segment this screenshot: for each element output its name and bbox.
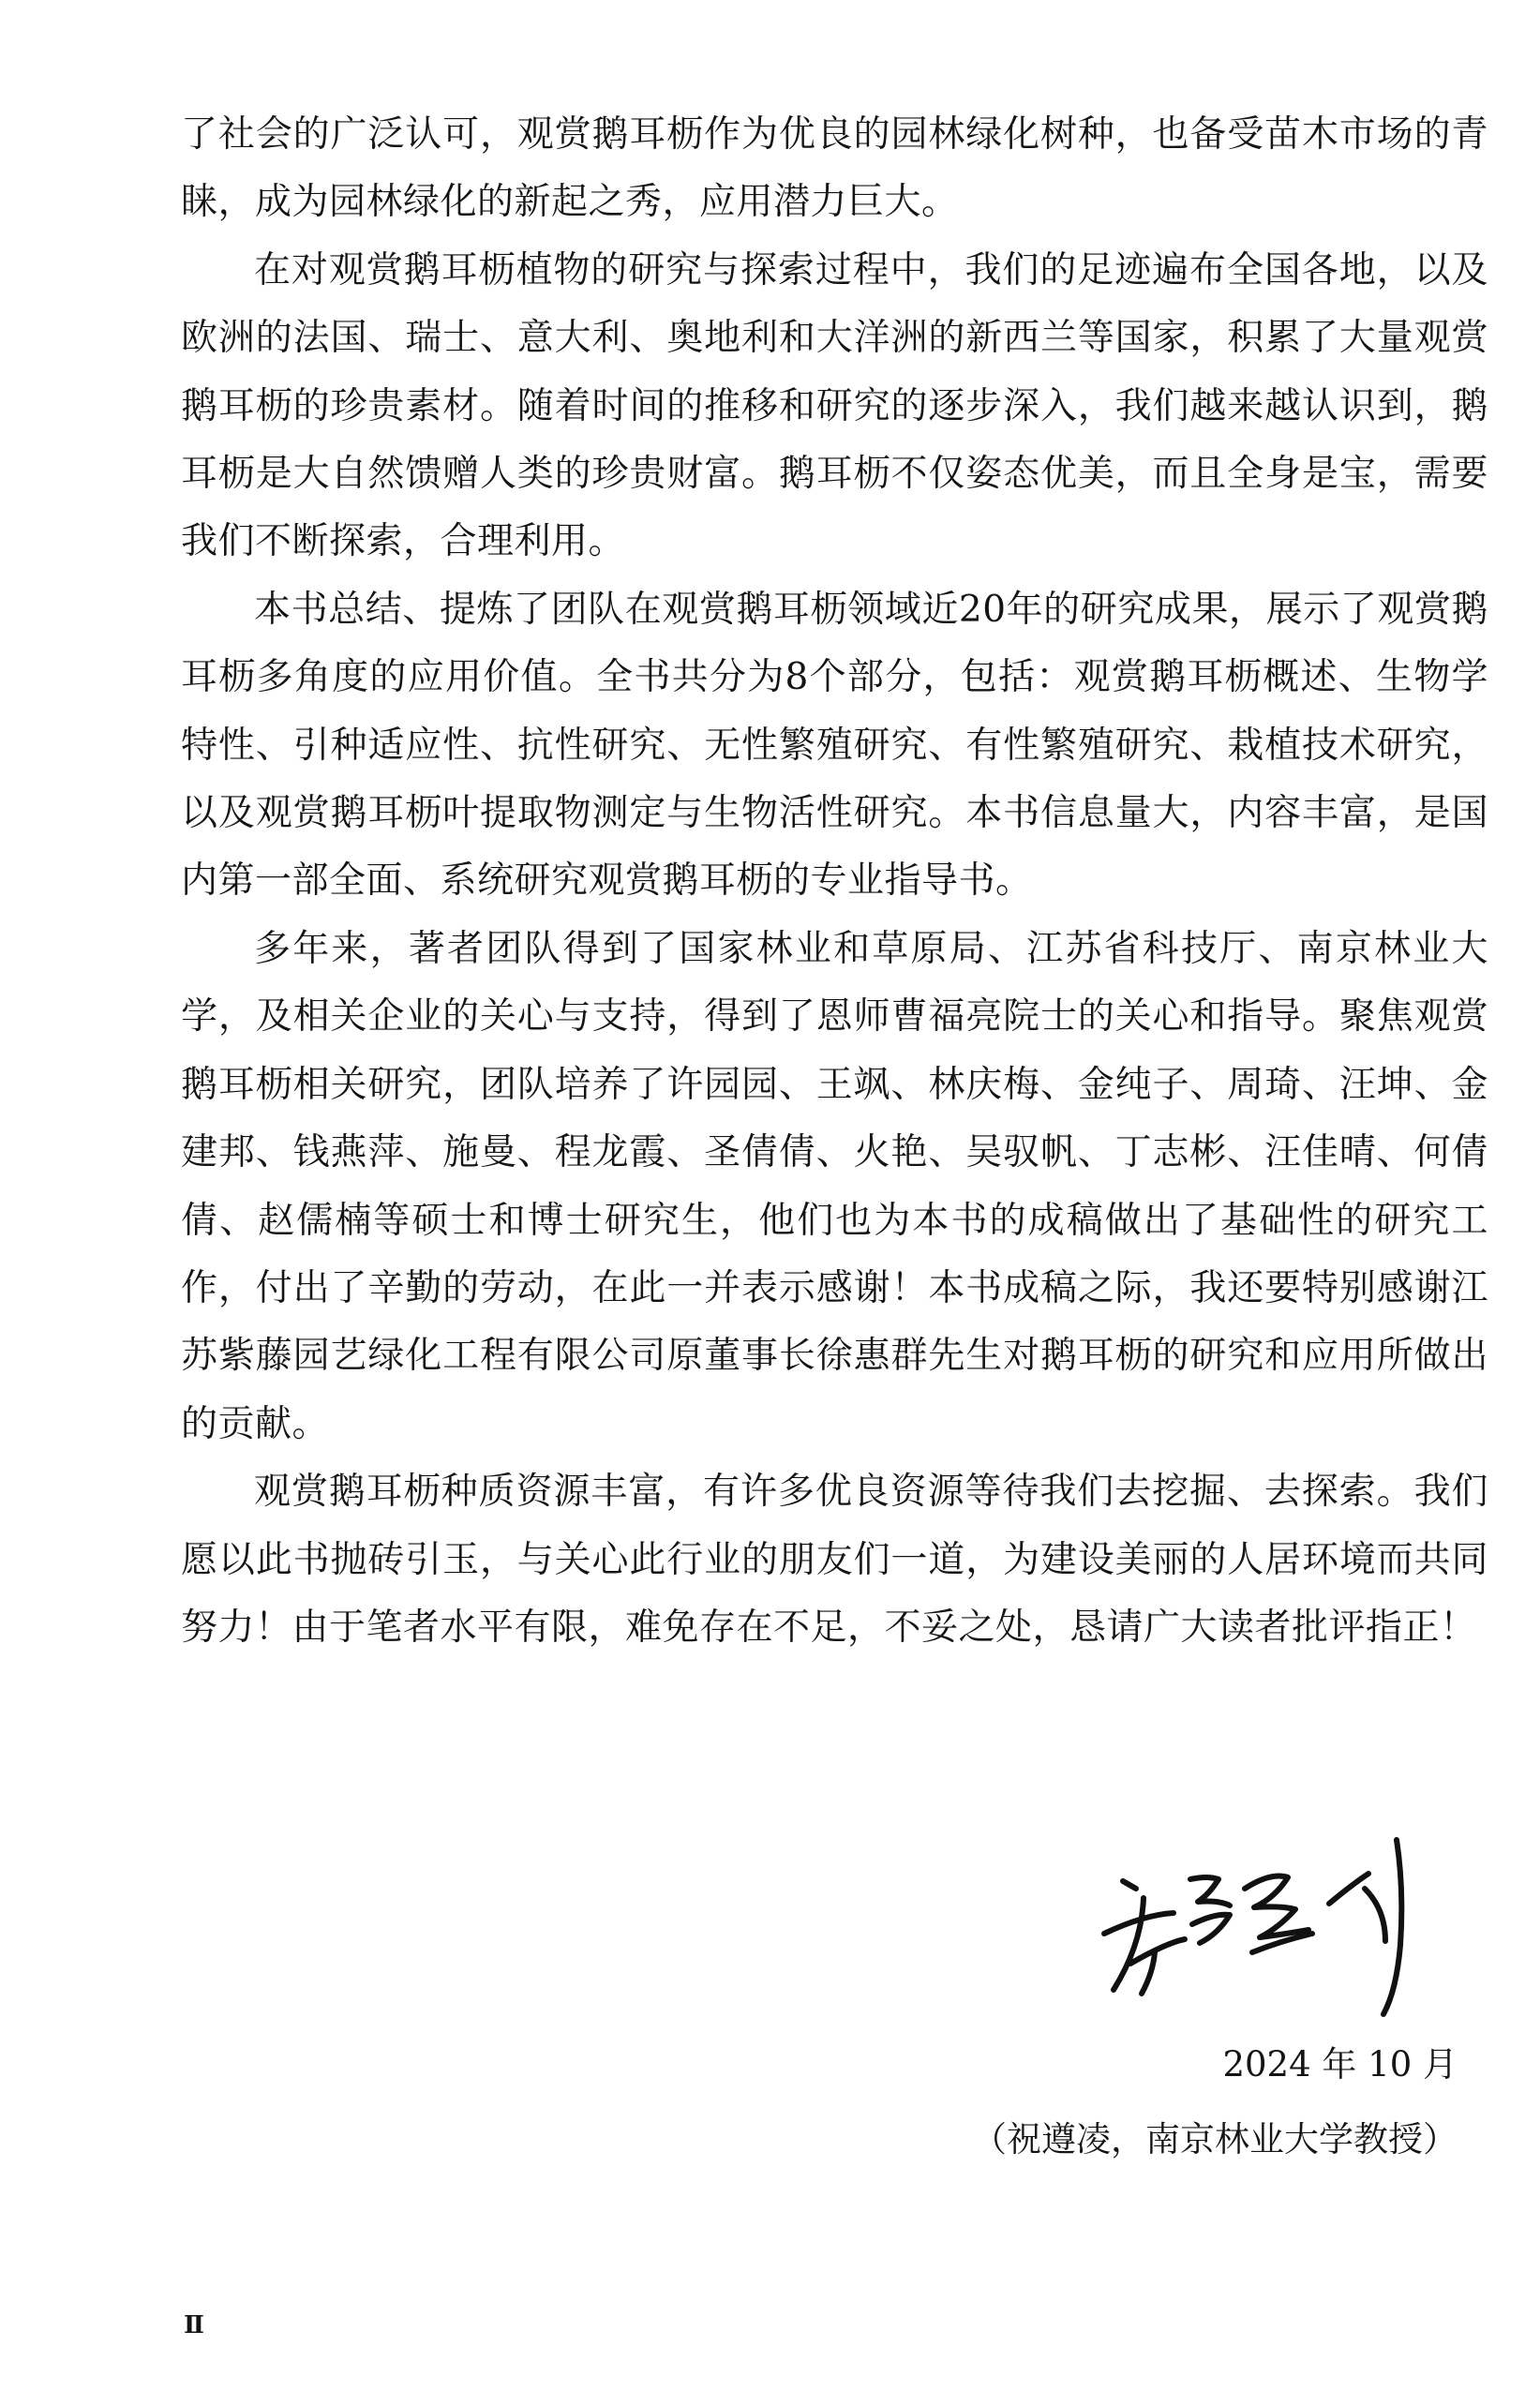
- paragraph-closing: 观赏鹅耳枥种质资源丰富，有许多优良资源等待我们去挖掘、去探索。我们愿以此书抛砖引玉，与关心此行业的朋友们一道，为建设美丽的人居环境而共同努力！由于笔者水平有限，难免存在不足，不妥之处，恳请广大读者批评指正！: [181, 1471, 1488, 1649]
- handwritten-signature: [1087, 1823, 1481, 2039]
- paragraph-research-travels: 在对观赏鹅耳枥植物的研究与探索过程中，我们的足迹遍布全国各地，以及欧洲的法国、瑞士、意大利、奥地利和大洋洲的新西兰等国家，积累了大量观赏鹅耳枥的珍贵素材。随着时间的推移和研究的逐步深入，我们越来越认识到，鹅耳枥是大自然馈赠人类的珍贵财富。鹅耳枥不仅姿态优美，而且全身是宝，需要我们不断探索，合理利用。: [181, 248, 1488, 563]
- signoff-date: 2024 年 10 月: [1222, 2044, 1458, 2085]
- paragraph-acknowledgements: 多年来，著者团队得到了国家林业和草原局、江苏省科技厅、南京林业大学，及相关企业的关心与支持，得到了恩师曹福亮院士的关心和指导。聚焦观赏鹅耳枥相关研究，团队培养了许园园、王飒、林庆梅、金纯子、周琦、汪坤、金建邦、钱燕萍、施曼、程龙霞、圣倩倩、火艳、吴驭帆、丁志彬、汪佳晴、何倩倩、赵儒楠等硕士和博士研究生，他们也为本书的成稿做出了基础性的研究工作，付出了辛勤的劳动，在此一并表示感谢！本书成稿之际，我还要特别感谢江苏紫藤园艺绿化工程有限公司原董事长徐惠群先生对鹅耳枥的研究和应用所做出的贡献。: [181, 927, 1488, 1445]
- preface-body: [181, 101, 1488, 1662]
- paragraph-book-summary: 本书总结、提炼了团队在观赏鹅耳枥领域近20年的研究成果，展示了观赏鹅耳枥多角度的应用价值。全书共分为8个部分，包括：观赏鹅耳枥概述、生物学特性、引种适应性、抗性研究、无性繁殖研究、有性繁殖研究、栽植技术研究，以及观赏鹅耳枥叶提取物测定与生物活性研究。本书信息量大，内容丰富，是国内第一部全面、系统研究观赏鹅耳枥的专业指导书。: [181, 588, 1488, 903]
- paragraph-continued: 了社会的广泛认可，观赏鹅耳枥作为优良的园林绿化树种，也备受苗木市场的青睐，成为园林绿化的新起之秀，应用潜力巨大。: [181, 113, 1488, 224]
- signoff-author: （祝遵凌，南京林业大学教授）: [972, 2119, 1458, 2159]
- page-number: Ⅱ: [184, 2311, 204, 2339]
